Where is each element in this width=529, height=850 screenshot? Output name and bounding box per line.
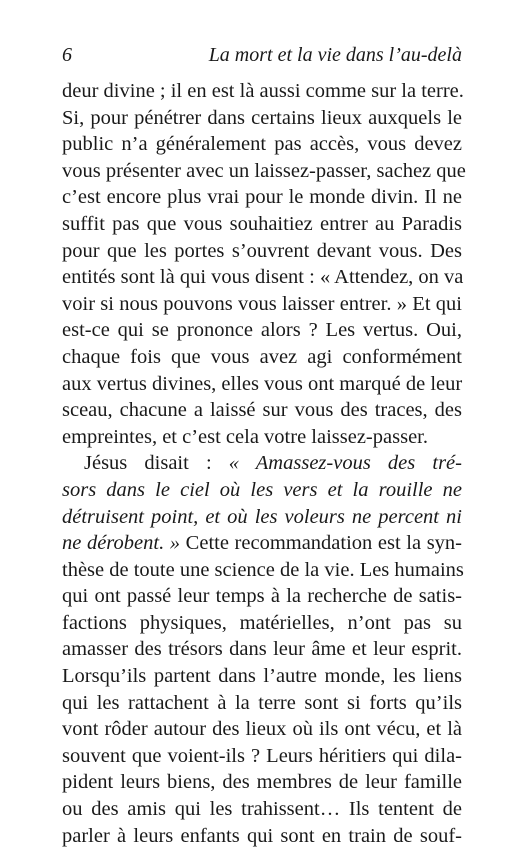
body-text [62,78,466,849]
text-line: public n’a généralement pas accès, vous devez [62,133,462,156]
text-line: Lorsqu’ils partent dans l’autre monde, les liens [62,665,462,688]
text-line [62,530,462,557]
text-line: deur divine ; il en est là aussi comme sur la terre. [62,80,464,102]
text-line: suffit pas que vous souhaitiez entrer au Paradis [62,212,462,235]
text-run: Jésus disait : [84,452,229,475]
text-line [62,450,462,477]
text-line: Si, pour pénétrer dans certains lieux auxquels le [62,106,462,129]
text-line: vont rôder autour des lieux où ils ont vécu, et là [62,718,462,741]
text-line: parler à leurs enfants qui sont en train de souf- [62,824,462,847]
text-line: voir si nous pouvons vous laisser entrer. » Et qui [62,292,462,315]
running-head [62,42,462,78]
book-page [62,42,466,849]
running-title: La mort et la vie dans l’au-delà [208,44,462,66]
text-line: chaque fois que vous avez agi conformément [62,345,462,368]
quotation-line: sors dans le ciel où les vers et la rouille ne [62,478,462,501]
text-line: qui les rattachent à la terre sont si forts qu’ils [62,691,462,714]
text-line: souvent que voient-ils ? Leurs héritiers qui dila- [62,744,462,767]
text-line: aux vertus divines, elles vous ont marqué de leur [62,372,463,395]
text-line: entités sont là qui vous disent : « Attendez, on va [62,266,464,289]
text-line: vous présenter avec un laissez-passer, sachez que [62,159,466,182]
text-line: empreintes, et c’est cela votre laissez-passer. [62,425,428,448]
text-line: est-ce qui se prononce alors ? Les vertus. Oui, [62,319,462,342]
text-line: ou des amis qui les trahissent… Ils tentent de [62,798,462,821]
text-line: factions physiques, matérielles, n’ont pas su [62,611,462,634]
quotation-run: « Amassez-vous des tré- [228,452,462,475]
page-number: 6 [62,44,72,66]
text-line: amasser des trésors dans leur âme et leur esprit. [62,638,462,661]
quotation-line: détruisent point, et où les voleurs ne percent ni [62,505,462,528]
text-line: qui ont passé leur temps à la recherche de satis- [62,585,462,608]
text-run: Cette recommandation est la syn- [180,532,462,555]
quotation-run: ne dérobent. » [62,532,181,555]
paragraph-2 [62,450,462,849]
text-line: pour que les portes s’ouvrent devant vous. Des [62,239,462,262]
text-line: c’est encore plus vrai pour le monde divin. Il ne [62,186,462,209]
text-line: sceau, chacune a laissé sur vous des traces, des [62,399,462,422]
text-line: thèse de toute une science de la vie. Les humains [62,558,464,581]
paragraph-1 [62,78,466,450]
text-line: pident leurs biens, des membres de leur famille [62,771,462,794]
